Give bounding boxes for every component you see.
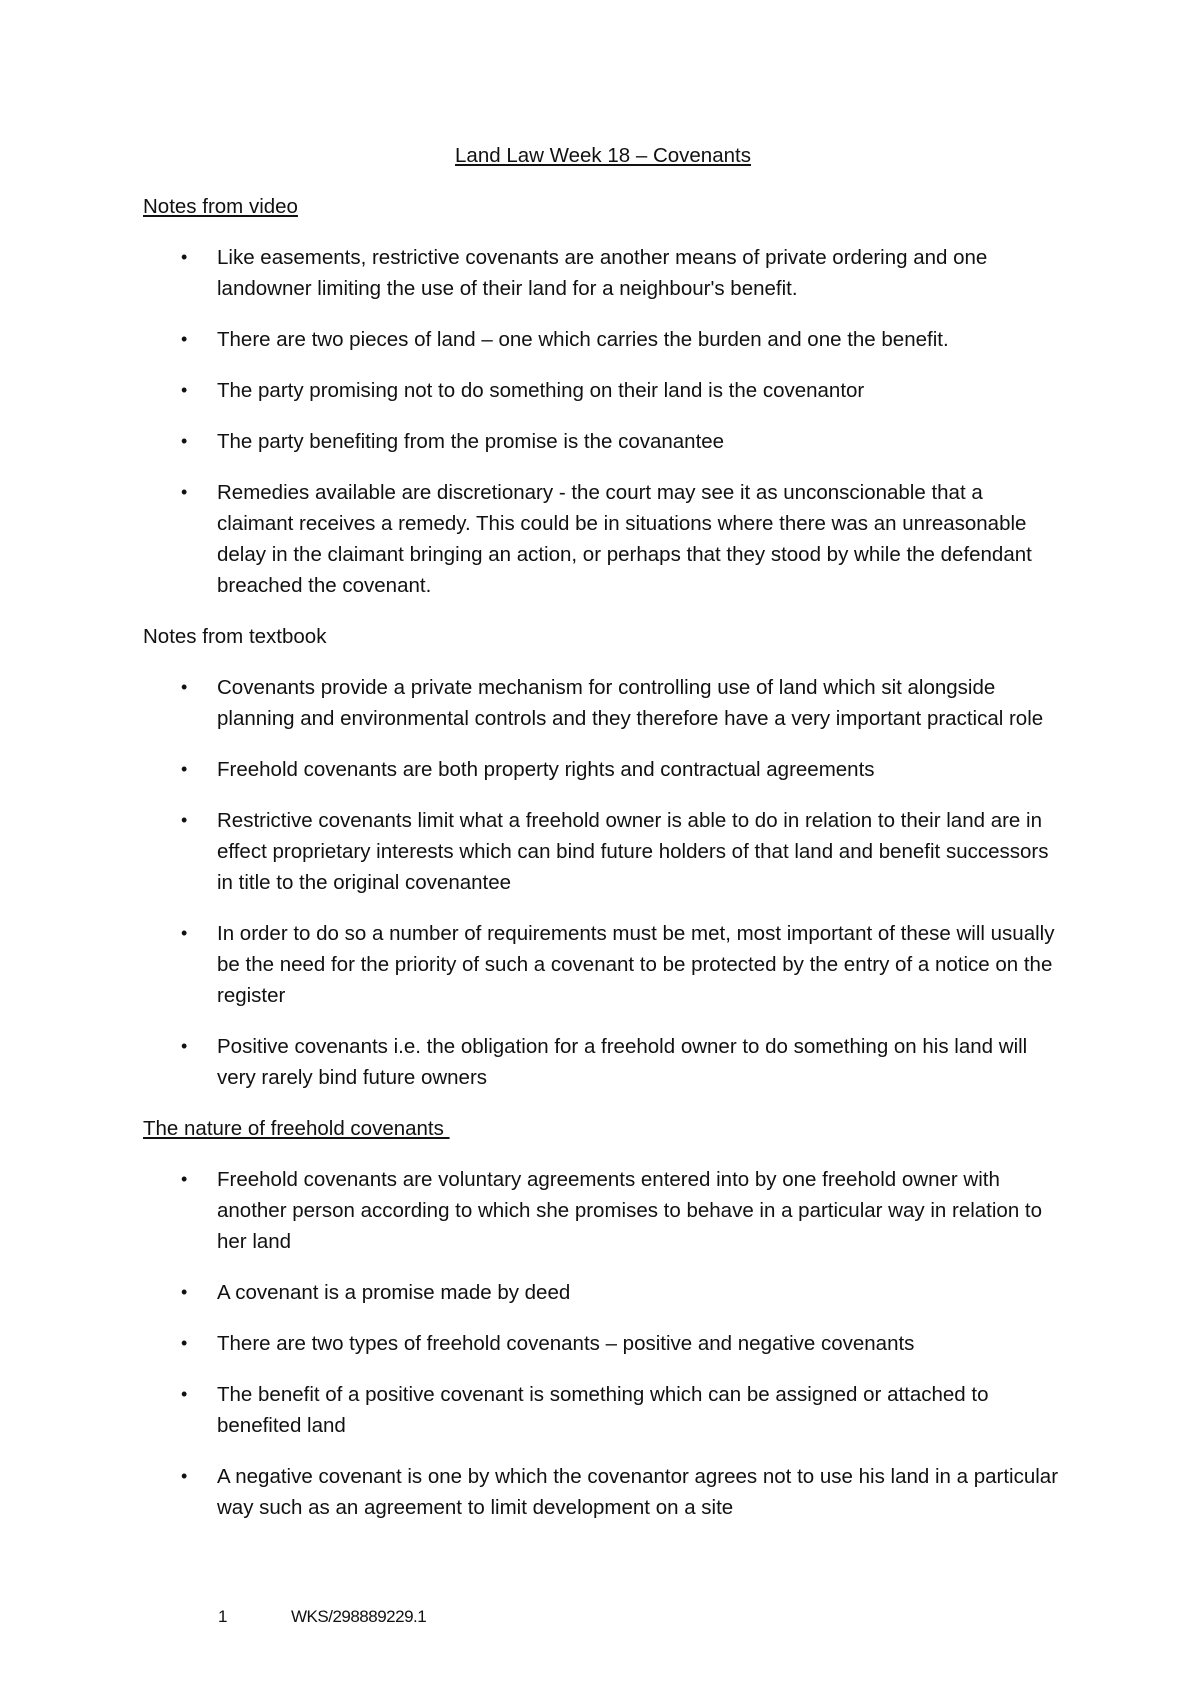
list-item bbox=[143, 324, 1063, 355]
list-item-text: Freehold covenants are voluntary agreements entered into by one freehold owner with another person according to which she promises to behave in a particular way in relation to her land bbox=[217, 1168, 1043, 1253]
list-item bbox=[143, 426, 1063, 457]
bullet-list bbox=[143, 672, 1063, 1093]
section-notes-from-textbook bbox=[143, 621, 1063, 1093]
bullet-icon: • bbox=[181, 1169, 188, 1189]
section-nature-of-freehold-covenants bbox=[143, 1113, 1063, 1523]
bullet-icon: • bbox=[181, 810, 188, 830]
page-number: 1 bbox=[218, 1607, 228, 1626]
bullet-icon: • bbox=[181, 677, 188, 697]
document-title: Land Law Week 18 – Covenants bbox=[455, 144, 751, 167]
bullet-icon: • bbox=[181, 1036, 188, 1056]
list-item-text: The party promising not to do something on their land is the covenantor bbox=[217, 379, 865, 402]
list-item-text: The party benefiting from the promise is the covanantee bbox=[217, 430, 725, 453]
list-item-text: The benefit of a positive covenant is something which can be assigned or attached to benefited land bbox=[217, 1383, 989, 1437]
bullet-icon: • bbox=[181, 247, 188, 267]
bullet-icon: • bbox=[181, 329, 188, 349]
list-item bbox=[143, 805, 1063, 898]
list-item-text: Positive covenants i.e. the obligation for a freehold owner to do something on his land will very rarely bind future owners bbox=[217, 1035, 1028, 1089]
bullet-icon: • bbox=[181, 1384, 188, 1404]
document-body bbox=[143, 140, 1063, 1543]
list-item-text: Like easements, restrictive covenants are another means of private ordering and one landowner limiting the use of their land for a neighbour's benefit. bbox=[217, 246, 988, 300]
list-item-text: A covenant is a promise made by deed bbox=[217, 1281, 571, 1304]
list-item bbox=[143, 754, 1063, 785]
list-item bbox=[143, 672, 1063, 734]
list-item bbox=[143, 477, 1063, 601]
bullet-icon: • bbox=[181, 431, 188, 451]
list-item bbox=[143, 1328, 1063, 1359]
list-item-text: There are two pieces of land – one which carries the burden and one the benefit. bbox=[217, 328, 949, 351]
bullet-icon: • bbox=[181, 482, 188, 502]
list-item bbox=[143, 1277, 1063, 1308]
bullet-icon: • bbox=[181, 759, 188, 779]
section-heading: Notes from video bbox=[143, 195, 298, 218]
bullet-icon: • bbox=[181, 1466, 188, 1486]
list-item-text: There are two types of freehold covenants – positive and negative covenants bbox=[217, 1332, 915, 1355]
list-item bbox=[143, 1164, 1063, 1257]
list-item-text: A negative covenant is one by which the covenantor agrees not to use his land in a particular way such as an agreement to limit development on a site bbox=[217, 1465, 1059, 1519]
bullet-icon: • bbox=[181, 923, 188, 943]
bullet-icon: • bbox=[181, 380, 188, 400]
bullet-list bbox=[143, 1164, 1063, 1523]
list-item-text: Restrictive covenants limit what a freehold owner is able to do in relation to their land are in effect proprietary interests which can bind future holders of that land and benefit successors in title to the original covenantee bbox=[217, 809, 1049, 894]
section-notes-from-video bbox=[143, 191, 1063, 601]
list-item-text: In order to do so a number of requirements must be met, most important of these will usually be the need for the priority of such a covenant to be protected by the entry of a notice on the register bbox=[217, 922, 1055, 1007]
list-item-text: Freehold covenants are both property rights and contractual agreements bbox=[217, 758, 875, 781]
list-item bbox=[143, 242, 1063, 304]
bullet-icon: • bbox=[181, 1333, 188, 1353]
section-heading: Notes from textbook bbox=[143, 625, 327, 648]
list-item bbox=[143, 1461, 1063, 1523]
list-item bbox=[143, 1379, 1063, 1441]
list-item-text: Covenants provide a private mechanism for controlling use of land which sit alongside planning and environmental controls and they therefore have a very important practical role bbox=[217, 676, 1044, 730]
document-reference: WKS/298889229.1 bbox=[291, 1607, 427, 1626]
list-item-text: Remedies available are discretionary - the court may see it as unconscionable that a claimant receives a remedy. This could be in situations where there was an unreasonable delay in the claimant bringing an action, or perhaps that they stood by while the defendant breached the covenant. bbox=[217, 481, 1032, 597]
bullet-list bbox=[143, 242, 1063, 601]
bullet-icon: • bbox=[181, 1282, 188, 1302]
list-item bbox=[143, 918, 1063, 1011]
section-heading: The nature of freehold covenants bbox=[143, 1117, 450, 1140]
list-item bbox=[143, 375, 1063, 406]
list-item bbox=[143, 1031, 1063, 1093]
